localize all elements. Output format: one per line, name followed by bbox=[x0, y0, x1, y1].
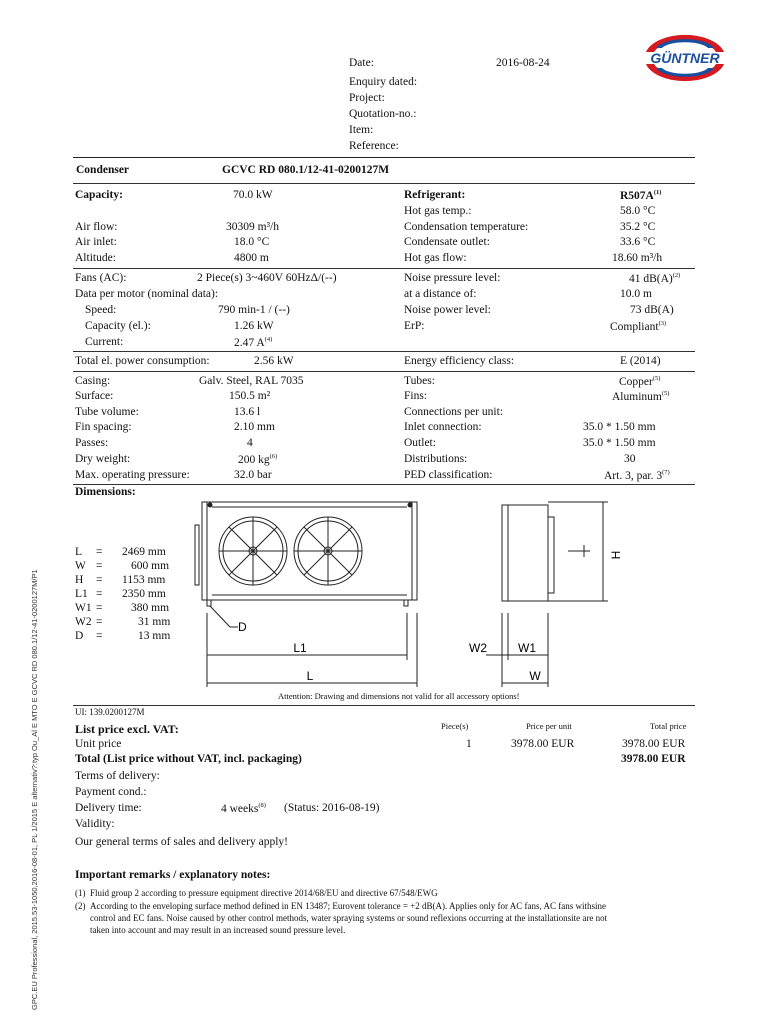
dim-row: H bbox=[75, 574, 84, 586]
passes-label: Passes: bbox=[75, 437, 109, 449]
validity-label: Validity: bbox=[75, 818, 115, 830]
outlet-value: 35.0 * 1.50 mm bbox=[583, 437, 656, 449]
finspacing-value: 2.10 mm bbox=[234, 421, 275, 433]
dim-value: 2350 mm bbox=[122, 588, 166, 600]
distrib-label: Distributions: bbox=[404, 453, 468, 465]
ped-label: PED classification: bbox=[404, 469, 493, 481]
condtemp-value: 35.2 °C bbox=[620, 221, 656, 233]
noisepower-label: Noise power level: bbox=[404, 304, 491, 316]
dim-value: 31 mm bbox=[138, 616, 171, 628]
fins-value: Aluminum$^{(5)}$ bbox=[612, 390, 670, 403]
dim-row: W2 bbox=[75, 616, 92, 628]
dim-eq: = bbox=[96, 616, 103, 628]
remark-2-line-3: taken into account and may result in an increased sound pressure level. bbox=[90, 925, 346, 935]
ped-value: Art. 3, par. 3$^{(7)}$ bbox=[604, 469, 670, 482]
divider bbox=[73, 351, 695, 352]
product-type: Condenser bbox=[76, 164, 130, 176]
hotgastemp-label: Hot gas temp.: bbox=[404, 205, 472, 217]
altitude-value: 4800 m bbox=[234, 252, 269, 264]
dim-row: D bbox=[75, 630, 84, 642]
divider bbox=[73, 371, 695, 372]
dim-value: 13 mm bbox=[138, 630, 171, 642]
total-power-value: 2.56 kW bbox=[254, 355, 294, 367]
total-price-value: 3978.00 EUR bbox=[621, 753, 686, 765]
erp-label: ErP: bbox=[404, 320, 425, 332]
payment-label: Payment cond.: bbox=[75, 786, 147, 798]
col-unit-price: Price per unit bbox=[526, 721, 572, 731]
fan-1 bbox=[219, 517, 287, 585]
distance-label: at a distance of: bbox=[404, 288, 477, 300]
dim-row: W1 bbox=[75, 602, 92, 614]
dim-eq: = bbox=[96, 588, 103, 600]
dim-eq: = bbox=[96, 560, 103, 572]
surface-value: 150.5 m² bbox=[229, 390, 271, 402]
date-label: Date: bbox=[349, 57, 374, 69]
enquiry-label: Enquiry dated: bbox=[349, 76, 418, 88]
current-value: 2.47 $A^{(4)}$ bbox=[234, 336, 273, 349]
guntner-logo bbox=[636, 28, 734, 86]
label-D: D bbox=[238, 620, 247, 634]
speed-value: 790 min-1 / (--) bbox=[218, 304, 290, 316]
dimension-drawing bbox=[190, 495, 650, 693]
refrigerant-value: $R507A^{(1)}$ bbox=[620, 189, 662, 202]
maxpress-value: 32.0 bar bbox=[234, 469, 272, 481]
speed-label: Speed: bbox=[85, 304, 117, 316]
maxpress-label: Max. operating pressure: bbox=[75, 469, 190, 481]
divider bbox=[73, 268, 695, 269]
logo-text: GÜNTNER bbox=[650, 50, 720, 66]
delivery-status: (Status: 2016-08-19) bbox=[284, 802, 380, 814]
date-value: 2016-08-24 bbox=[496, 57, 550, 69]
hotgasflow-value: 18.60 m³/h bbox=[612, 252, 663, 264]
outlet-label: Outlet: bbox=[404, 437, 436, 449]
inlet-label: Inlet connection: bbox=[404, 421, 482, 433]
dim-value: 600 mm bbox=[131, 560, 170, 572]
dim-row: L1 bbox=[75, 588, 88, 600]
logo-graphic bbox=[636, 28, 734, 86]
delivery-value: 4 weeks$^{(8)}$ bbox=[221, 802, 266, 815]
capel-value: 1.26 kW bbox=[234, 320, 274, 332]
dim-value: 380 mm bbox=[131, 602, 170, 614]
dim-eq: = bbox=[96, 546, 103, 558]
dimensions-title: Dimensions: bbox=[75, 486, 136, 498]
side-reference-text: GPC.EU Professional, 2015.53-1050,2016-08-01, PL 1/2015 E alternativ?:typ Ou_Al E MTO E GCVC RD 080.1/12-41-0200127M/P1 bbox=[30, 569, 39, 1010]
divider bbox=[73, 484, 695, 485]
col-pieces: Piece(s) bbox=[441, 721, 469, 731]
noisepress-label: Noise pressure level: bbox=[404, 272, 501, 284]
drawing-note: Attention: Drawing and dimensions not valid for all accessory options! bbox=[278, 691, 520, 701]
energy-label: Energy efficiency class: bbox=[404, 355, 515, 367]
total-power-label: Total el. power consumption: bbox=[75, 355, 210, 367]
permotor-label: Data per motor (nominal data): bbox=[75, 288, 219, 300]
inlet-value: 35.0 * 1.50 mm bbox=[583, 421, 656, 433]
project-label: Project: bbox=[349, 92, 385, 104]
reference-label: Reference: bbox=[349, 140, 399, 152]
product-model: GCVC RD 080.1/12-41-0200127M bbox=[222, 164, 390, 176]
dim-eq: = bbox=[96, 602, 103, 614]
item-label: Item: bbox=[349, 124, 374, 136]
tubevol-value: 13.6 l bbox=[234, 406, 261, 418]
noisepower-value: 73 dB(A) bbox=[630, 304, 674, 316]
dryweight-label: Dry weight: bbox=[75, 453, 131, 465]
label-W: W bbox=[529, 669, 541, 683]
general-terms: Our general terms of sales and delivery apply! bbox=[75, 836, 288, 848]
total-price-label: Total (List price without VAT, incl. packaging) bbox=[75, 753, 302, 765]
energy-value: E (2014) bbox=[620, 355, 661, 367]
fans-value: 2 Piece(s) 3~460V 60HzΔ/(--) bbox=[197, 272, 337, 284]
dim-value: 2469 mm bbox=[122, 546, 166, 558]
distance-value: 10.0 m bbox=[620, 288, 652, 300]
casing-value: Galv. Steel, RAL 7035 bbox=[199, 375, 304, 387]
label-W1: W1 bbox=[518, 641, 536, 655]
refrigerant-label: Refrigerant: bbox=[404, 189, 466, 201]
altitude-label: Altitude: bbox=[75, 252, 116, 264]
noisepress-value: 41 $dB(A)^{(2)}$ bbox=[629, 272, 681, 285]
airinlet-label: Air inlet: bbox=[75, 236, 117, 248]
dim-eq: = bbox=[96, 574, 103, 586]
label-H: H bbox=[609, 550, 623, 560]
label-L1: L1 bbox=[293, 641, 307, 655]
tubes-label: Tubes: bbox=[404, 375, 435, 387]
price-title: List price excl. VAT: bbox=[75, 722, 179, 736]
distrib-value: 30 bbox=[624, 453, 636, 465]
divider bbox=[73, 183, 695, 184]
tubevol-label: Tube volume: bbox=[75, 406, 139, 418]
condout-label: Condensate outlet: bbox=[404, 236, 490, 248]
unit-price-label: Unit price bbox=[75, 738, 122, 750]
capacity-label: Capacity: bbox=[75, 189, 123, 201]
dim-value: 1153 mm bbox=[122, 574, 166, 586]
divider bbox=[73, 157, 695, 158]
airinlet-value: 18.0 °C bbox=[234, 236, 270, 248]
delivery-label: Delivery time: bbox=[75, 802, 142, 814]
unit-price-value: 3978.00 EUR bbox=[511, 738, 575, 750]
dryweight-value: 200 $kg^{(6)}$ bbox=[238, 453, 278, 466]
dim-eq: = bbox=[96, 630, 103, 642]
fins-label: Fins: bbox=[404, 390, 428, 402]
label-W2: W2 bbox=[469, 641, 487, 655]
label-L: L bbox=[306, 669, 314, 683]
col-total-price: Total price bbox=[650, 721, 687, 731]
capel-label: Capacity (el.): bbox=[85, 320, 151, 332]
remark-2-line-1: According to the enveloping surface method defined in EN 13487; Eurovent tolerance = +2 dB(A). Applies only for AC fans, AC fans withsine bbox=[90, 901, 607, 911]
erp-value: Compliant$^{(3)}$ bbox=[610, 320, 667, 333]
remarks-title: Important remarks / explanatory notes: bbox=[75, 869, 271, 881]
capacity-value: 70.0 kW bbox=[233, 189, 273, 201]
remark-2-line-2: control and EC fans. Noise caused by other control methods, water spraying systems or sound reflexions occurring at the installationsite are not bbox=[90, 913, 608, 923]
ui-reference: UI: 139.0200127M bbox=[75, 707, 145, 717]
airflow-label: Air flow: bbox=[75, 221, 118, 233]
unit-total-value: 3978.00 EUR bbox=[622, 738, 686, 750]
remark-1-text: Fluid group 2 according to pressure equipment directive 2014/68/EU and directive 67/548/EWG bbox=[90, 888, 438, 898]
passes-value: 4 bbox=[247, 437, 253, 449]
remark-2-mark: (2) bbox=[75, 901, 86, 911]
side-view bbox=[486, 502, 608, 687]
casing-label: Casing: bbox=[75, 375, 111, 387]
quotation-label: Quotation-no.: bbox=[349, 108, 417, 120]
airflow-value: 30309 m³/h bbox=[226, 221, 279, 233]
divider bbox=[73, 705, 695, 706]
hotgastemp-value: 58.0 °C bbox=[620, 205, 656, 217]
unit-qty: 1 bbox=[466, 738, 472, 750]
fans-label: Fans (AC): bbox=[75, 272, 127, 284]
finspacing-label: Fin spacing: bbox=[75, 421, 132, 433]
hotgasflow-label: Hot gas flow: bbox=[404, 252, 467, 264]
front-view bbox=[195, 502, 417, 687]
fan-2 bbox=[294, 517, 362, 585]
dim-row: W bbox=[75, 560, 86, 572]
current-label: Current: bbox=[85, 336, 124, 348]
surface-label: Surface: bbox=[75, 390, 114, 402]
terms-label: Terms of delivery: bbox=[75, 770, 160, 782]
dim-row: L bbox=[75, 546, 83, 558]
remark-1-mark: (1) bbox=[75, 888, 86, 898]
conn-label: Connections per unit: bbox=[404, 406, 504, 418]
condout-value: 33.6 °C bbox=[620, 236, 656, 248]
tubes-value: Copper$^{(5)}$ bbox=[619, 375, 661, 388]
condtemp-label: Condensation temperature: bbox=[404, 221, 529, 233]
